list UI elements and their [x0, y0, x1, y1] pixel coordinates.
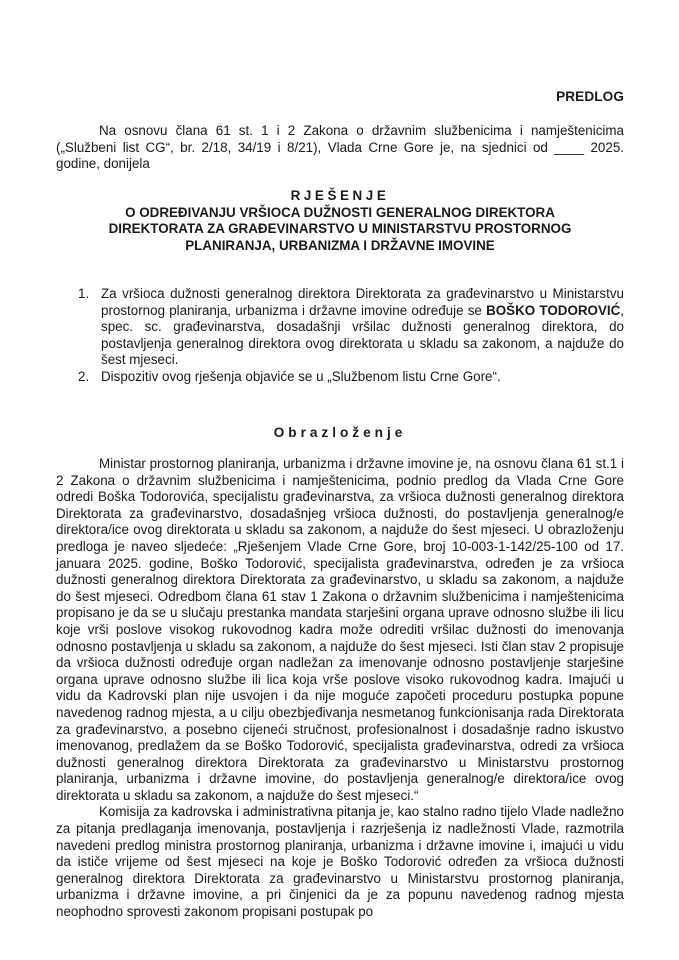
- item-number: 1.: [78, 286, 90, 301]
- decision-heading: RJEŠENJE: [290, 188, 390, 203]
- decision-item: [56, 286, 624, 369]
- reasoning-heading: Obrazloženje: [273, 425, 407, 440]
- decision-title-line: DIREKTORATA ZA GRAĐEVINARSTVO U MINISTARSTVU PROSTORNOG: [108, 221, 572, 237]
- decision-item: [56, 369, 624, 386]
- reasoning-paragraph: Komisija za kadrovska i administrativna pitanja je, kao stalno radno tijelo Vlade nadležno za pitanja predlaganja imenovanja, postavljenja i razrješenja iz nadležnosti Vlade, razmotrila navedeni predlog ministra prostornog planiranja, urbanizma i državne imovine i, imajući u vidu da ističe vrijeme od šest mjeseci na koje je Boško Todorović određen za vršioca dužnosti generalnog direktora Direktorata za građevinarstvo u Ministarstvu prostornog planiranja, urbanizma i državne imovine, a pri činjenici da je za popunu navedenog radnog mjesta neophodno sprovesti zakonom propisani postupak po: [56, 804, 624, 920]
- decision-title-block: [56, 188, 624, 254]
- item-text: , spec. sc. građevinarstva, dosadašnji vršilac dužnosti generalnog direktora, do postavljenja generalnog direktora ovog direktorata u skladu sa zakonom, a najduže do šest mjeseci.: [101, 302, 624, 368]
- decision-title-line: PLANIRANJA, URBANIZMA I DRŽAVNE IMOVINE: [185, 237, 495, 253]
- item-text: Za vršioca dužnosti generalnog direktora Direktorata za građevinarstvo u Ministarstvu prostornog planiranja, urbanizma i državne imovine određuje se: [101, 286, 624, 318]
- reasoning-body: [56, 456, 624, 921]
- appointee-name: BOŠKO TODOROVIĆ: [486, 302, 621, 318]
- item-text: Dispozitiv ovog rješenja objaviće se u „Službenom listu Crne Gore“.: [101, 368, 501, 384]
- item-number: 2.: [78, 368, 90, 384]
- intro-paragraph: Na osnovu člana 61 st. 1 i 2 Zakona o državnim službenicima i namještenicima („Službeni list CG“, br. 2/18, 34/19 i 8/21), Vlada Crne Gore je, na sjednici od ____ 2025. godine, donijela: [56, 123, 624, 172]
- proposal-label: PREDLOG: [556, 89, 624, 104]
- decision-items: [56, 286, 624, 386]
- decision-title-line: O ODREĐIVANJU VRŠIOCA DUŽNOSTI GENERALNOG DIREKTORA: [125, 204, 555, 220]
- reasoning-paragraph: Ministar prostornog planiranja, urbanizma i državne imovine je, na osnovu člana 61 st.1 i 2 Zakona o državnim službenicima i namještenicima, podnio predlog da Vlada Crne Gore odredi Boška Todorovića, specijalistu građevinarstva, za vršioca dužnosti generalnog direktora Direktorata za građevinarstvo, dosadašnjeg vršioca dužnosti, do postavljenja generalnog/e direktora/ice ovog direktorata u skladu sa zakonom, a najduže do šest mjeseci. U obrazloženju predloga je naveo sljedeće: „Rješenjem Vlade Crne Gore, broj 10-003-1-142/25-100 od 17. januara 2025. godine, Boško Todorović, specijalista građevinarstva, određen je za vršioca dužnosti generalnog direktora Direktorata za građevinarstvo, u skladu sa zakonom, a najduže do šest mjeseci. Odredbom člana 61 stav 1 Zakona o državnim službenicima i namještenicima propisano je da se u slučaju prestanka mandata starješini organa uprave odnosno službe ili licu koje vrši poslove visokog rukovodnog kadra može odrediti vršilac dužnosti do imenovanja odnosno postavljenja u skladu sa zakonom, a najduže do šest mjeseci. Isti član stav 2 propisuje da vršioca dužnosti određuje organ nadležan za imenovanje odnosno postavljenje starješine organa uprave odnosno službe ili lica koja vrše poslove visoko rukovodnog kadra. Imajući u vidu da Kadrovski plan nije usvojen i da nije moguće započeti proceduru postupka popune navedenog radnog mjesta, a u cilju obezbjeđivanja nesmetanog funkcionisanja rada Direktorata za građevinarstvo, a posebno cijeneći stručnost, profesionalnost i dosadašnje radno iskustvo imenovanog, predlažem da se Boško Todorović, specijalista građevinarstva, odredi za vršioca dužnosti generalnog direktora Direktorata za građevinarstvo u Ministarstvu prostornog planiranja, urbanizma i državne imovine, do postavljenja generalnog/e direktora/ice ovog direktorata u skladu sa zakonom, a najduže do šest mjeseci.“: [56, 456, 624, 803]
